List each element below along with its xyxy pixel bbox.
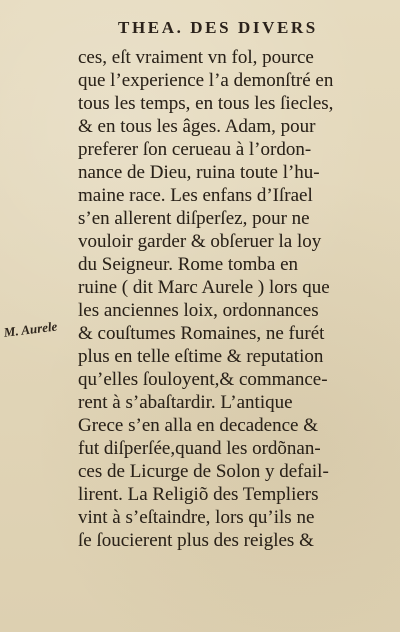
text-line-12: les anciennes loix, ordonnances: [78, 300, 319, 321]
text-line-10: du Seigneur. Rome tomba en: [78, 254, 299, 275]
text-line-7: maine race. Les enfans d’Iſrael: [78, 185, 313, 206]
text-line-5: preferer ſon cerueau à l’ordon-: [78, 139, 312, 160]
text-block: [78, 46, 392, 552]
text-line-14: plus en telle eſtime & reputation: [78, 346, 324, 367]
text-line-22: ſe ſoucierent plus des reigles &: [78, 530, 314, 551]
margin-note: M. Aurele: [2, 318, 59, 340]
text-line-2: que l’experience l’a demonſtré en: [78, 70, 334, 91]
text-line-1: ces, eſt vraiment vn fol, pource: [78, 47, 314, 68]
text-line-6: nance de Dieu, ruina toute l’hu-: [78, 162, 320, 183]
text-line-16: rent à s’abaſtardir. L’antique: [78, 392, 293, 413]
text-line-9: vouloir garder & obſeruer la loy: [78, 231, 322, 252]
running-head: THEA. DES DIVERS: [118, 18, 318, 37]
text-line-20: lirent. La Religiõ des Templiers: [78, 484, 319, 505]
text-line-15: qu’elles ſouloyent,& commance-: [78, 369, 328, 390]
text-line-17: Grece s’en alla en decadence &: [78, 415, 318, 436]
text-line-4: & en tous les âges. Adam, pour: [78, 116, 316, 137]
text-line-3: tous les temps, en tous les ſiecles,: [78, 93, 334, 114]
text-line-13: & couſtumes Romaines, ne furét: [78, 323, 325, 344]
text-line-11: ruine ( dit Marc Aurele ) lors que: [78, 277, 330, 298]
text-line-19: ces de Licurge de Solon y defail-: [78, 461, 329, 482]
text-line-21: vint à s’eſtaindre, lors qu’ils ne: [78, 507, 315, 528]
text-line-18: fut diſperſée,quand les ordõnan-: [78, 438, 321, 459]
text-line-8: s’en allerent diſperſez, pour ne: [78, 208, 310, 229]
